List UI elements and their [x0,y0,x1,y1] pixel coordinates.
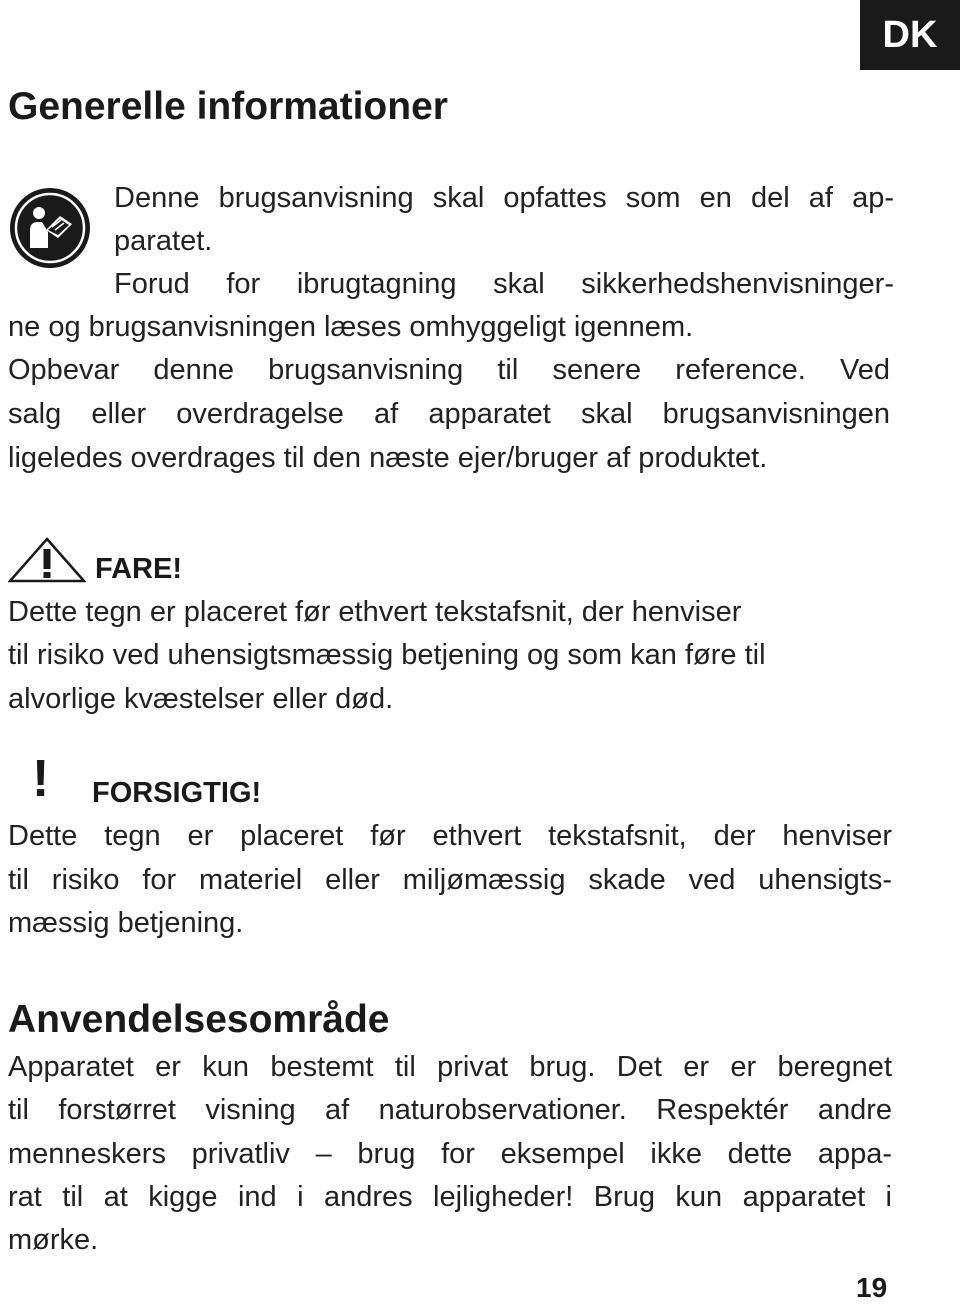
manual-text-line: salg eller overdragelse af apparatet skal brugsanvisningen [8,398,890,430]
exclamation-icon: ! [32,750,50,808]
read-manual-icon [8,186,92,270]
danger-text-line: alvorlige kvæstelser eller død. [8,683,394,715]
danger-label: FARE! [95,553,182,585]
manual-text-line: paratet. [114,225,213,257]
language-tab: DK [860,0,960,70]
intended-use-text-line: Apparatet er kun bestemt til privat brug. Det er er beregnet [8,1051,892,1083]
intended-use-text-line: mørke. [8,1224,99,1256]
intended-use-text-line: menneskers privatliv – brug for eksempel ikke dette appa- [8,1138,892,1170]
caution-text-line: til risiko for materiel eller miljømæssig skade ved uhensigts- [8,864,892,896]
caution-label: FORSIGTIG! [92,777,262,809]
manual-text-line: Denne brugsanvisning skal opfattes som en del af ap- [114,182,894,214]
manual-text-line: ligeledes overdrages til den næste ejer/bruger af produktet. [8,442,768,474]
danger-text-line: Dette tegn er placeret før ethvert tekstafsnit, der henviser [8,596,742,628]
manual-text-line: ne og brugsanvisningen læses omhyggeligt igennem. [8,311,694,343]
warning-triangle-icon [8,537,86,583]
manual-text-line: Forud for ibrugtagning skal sikkerhedshenvisninger- [114,268,894,300]
manual-text-line: Opbevar denne brugsanvisning til senere reference. Ved [8,354,890,386]
intended-use-text-line: til forstørret visning af naturobservationer. Respektér andre [8,1094,892,1126]
caution-text-line: Dette tegn er placeret før ethvert tekstafsnit, der henviser [8,820,892,852]
section-title-general-information: Generelle informationer [8,85,448,128]
section-title-intended-use: Anvendelsesområde [8,998,390,1041]
intended-use-text-line: rat til at kigge ind i andres lejligheder! Brug kun apparatet i [8,1181,892,1213]
caution-text-line: mæssig betjening. [8,907,244,939]
danger-text-line: til risiko ved uhensigtsmæssig betjening og som kan føre til [8,639,766,671]
page-number: 19 [856,1272,888,1303]
